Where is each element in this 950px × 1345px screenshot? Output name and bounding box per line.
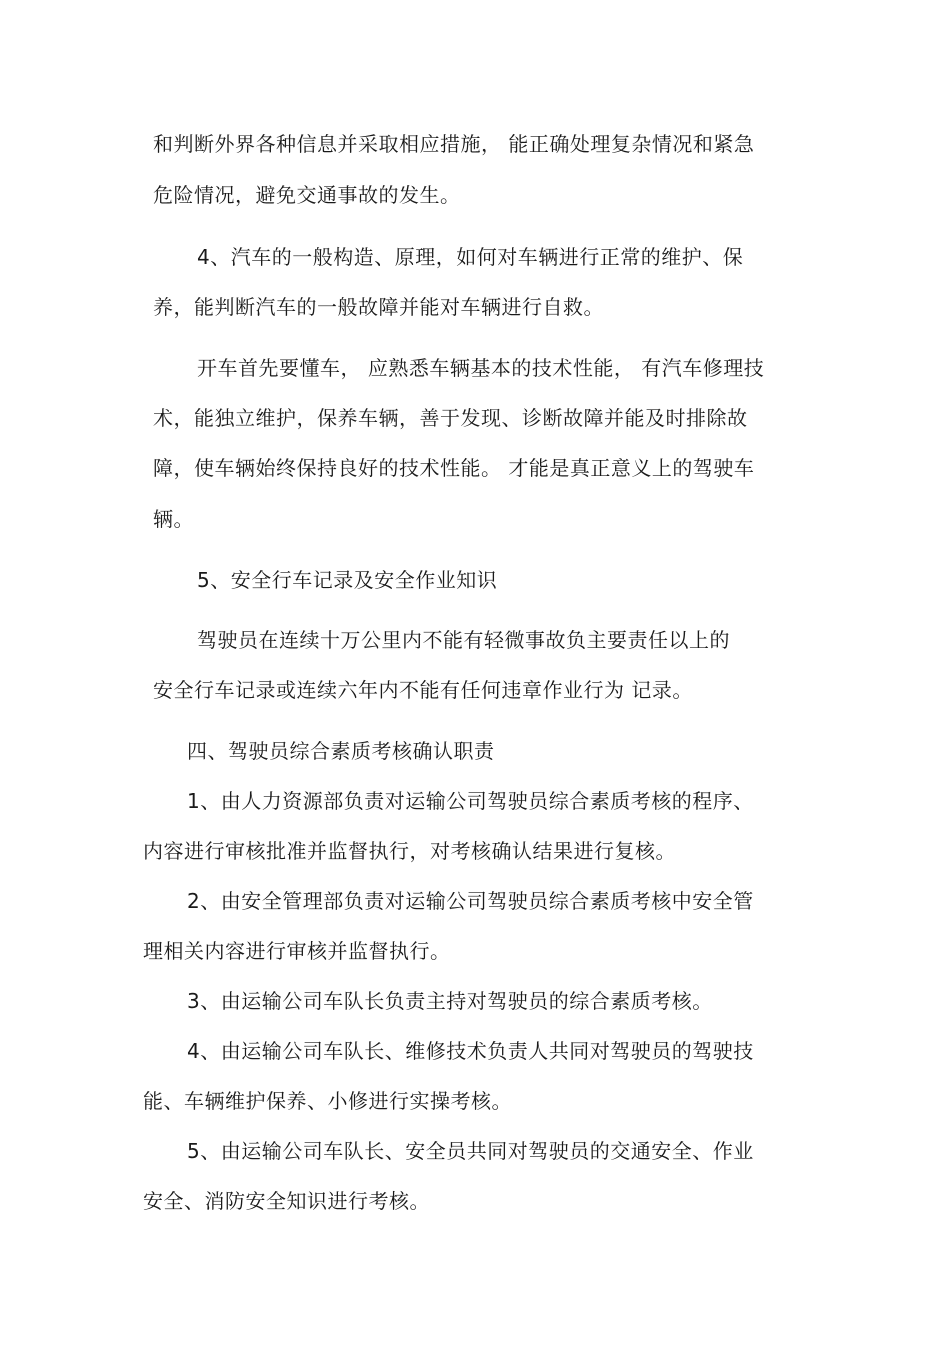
text-line: 术，能独立维护，保养车辆，善于发现、诊断故障并能及时排除故 (153, 406, 748, 430)
text-line: 和判断外界各种信息并采取相应措施， 能正确处理复杂情况和紧急 (153, 132, 755, 156)
text-line: 4、汽车的一般构造、原理，如何对车辆进行正常的维护、保 (197, 245, 744, 269)
text-line: 障，使车辆始终保持良好的技术性能。 才能是真正意义上的驾驶车 (153, 456, 755, 480)
text-line: 养，能判断汽车的一般故障并能对车辆进行自救。 (153, 295, 604, 319)
text-line: 2、由安全管理部负责对运输公司驾驶员综合素质考核中安全管 (187, 889, 754, 913)
section-heading: 5、安全行车记录及安全作业知识 (197, 568, 498, 592)
text-line: 内容进行审核批准并监督执行，对考核确认结果进行复核。 (143, 839, 676, 863)
text-line: 理相关内容进行审核并监督执行。 (143, 939, 451, 963)
text-line: 驾驶员在连续十万公里内不能有轻微事故负主要责任以上的 (197, 628, 730, 652)
section-heading: 四、驾驶员综合素质考核确认职责 (187, 739, 495, 763)
text-line: 3、由运输公司车队长负责主持对驾驶员的综合素质考核。 (187, 989, 713, 1013)
text-line: 4、由运输公司车队长、维修技术负责人共同对驾驶员的驾驶技 (187, 1039, 754, 1063)
text-line: 5、由运输公司车队长、安全员共同对驾驶员的交通安全、作业 (187, 1139, 754, 1163)
text-line: 安全、消防安全知识进行考核。 (143, 1189, 430, 1213)
text-line: 辆。 (153, 507, 194, 531)
text-line: 1、由人力资源部负责对运输公司驾驶员综合素质考核的程序、 (187, 789, 754, 813)
text-line: 开车首先要懂车， 应熟悉车辆基本的技术性能， 有汽车修理技 (197, 356, 765, 380)
text-line: 能、车辆维护保养、小修进行实操考核。 (143, 1089, 512, 1113)
text-line: 危险情况，避免交通事故的发生。 (153, 183, 461, 207)
text-line: 安全行车记录或连续六年内不能有任何违章作业行为 记录。 (153, 678, 693, 702)
